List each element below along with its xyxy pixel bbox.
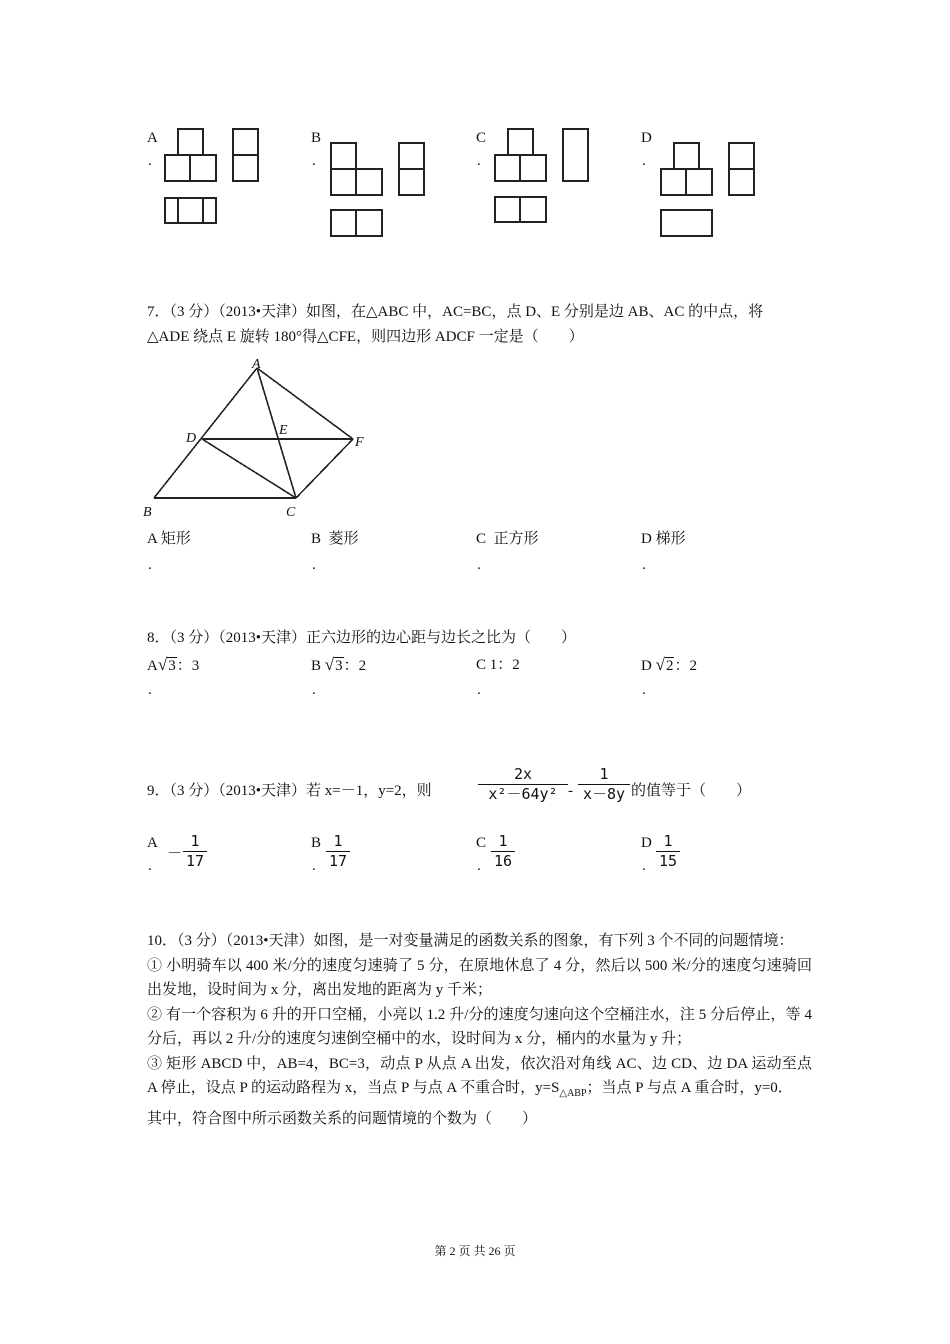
q9-option-d-letter: D — [641, 835, 652, 851]
q7-label-a: A — [252, 357, 261, 372]
q7-label-c: C — [286, 505, 296, 520]
q8-option-a-rest: ：3 — [176, 658, 200, 674]
q9-option-b-fraction — [326, 832, 350, 871]
q10-area-subscript: △ABP — [559, 1088, 587, 1099]
q10-question: 其中，符合图中所示函数关系的问题情境的个数为（ ） — [147, 1110, 538, 1127]
q7-option-d — [641, 527, 686, 551]
q6-option-c-letter: C — [476, 130, 487, 146]
q9-option-a-dot: . — [148, 858, 152, 874]
q9-option-b-dot: . — [312, 858, 316, 874]
q7-stem-line1: 7．（3 分）（2013•天津）如图，在△ABC 中，AC=BC，点 D、E 分别是边 AB、AC 的中点，将 — [147, 304, 764, 320]
q6-option-d-dot: . — [642, 153, 646, 169]
q9-frac1-numerator: 2x — [513, 765, 533, 783]
q9-option-c-numerator: 1 — [498, 832, 508, 850]
q7-label-f: F — [355, 435, 364, 450]
q10-scenario-3-part2: ；当点 P 与点 A 重合时，y=0． — [586, 1080, 793, 1096]
q7-option-c-letter: C — [476, 531, 487, 547]
q9-option-b-numerator: 1 — [333, 832, 343, 850]
q7-option-d-letter: D — [641, 531, 652, 547]
q6-option-c-figure — [490, 124, 600, 228]
q8-option-a-radicand: 3 — [168, 658, 176, 674]
q10-scenario-1: ① 小明骑车以 400 米/分的速度匀速骑了 5 分，在原地休息了 4 分，然后以 500 米/分的速度匀速骑回出发地，设时间为 x 分，离出发地的距离为 y 千米； — [147, 957, 812, 998]
q9-option-d-fraction — [656, 832, 680, 871]
q8-option-c-dot: . — [477, 682, 481, 698]
q9-fraction-1 — [478, 765, 568, 804]
q7-option-c — [476, 527, 539, 551]
q10-scenario-3 — [147, 1052, 812, 1107]
q6-option-d-letter: D — [641, 130, 652, 146]
q9-frac1-denominator: x²－64y² — [488, 785, 558, 803]
radical-sign: √ — [324, 655, 335, 674]
q9-option-b-letter: B — [311, 835, 322, 851]
q8-option-c-text: 1：2 — [489, 657, 520, 673]
q6-option-a-letter: A — [147, 130, 158, 146]
q6-option-b-figure — [326, 138, 436, 242]
q6-option-c-dot: . — [477, 153, 481, 169]
q7-figure — [140, 352, 380, 522]
q7-option-d-dot: . — [642, 557, 646, 573]
q8-option-b-radicand: 3 — [335, 658, 343, 674]
q6-option-d-figure — [656, 138, 766, 242]
q9-minus: - — [568, 783, 573, 799]
q7-label-d: D — [186, 431, 197, 446]
q9-stem-before: 9．（3 分）（2013•天津）若 x=－1，y=2，则 — [147, 783, 432, 799]
q9-option-c-dot: . — [477, 858, 481, 874]
q7-option-b-text: 菱形 — [328, 531, 359, 547]
q6-option-b-dot: . — [312, 153, 316, 169]
q7-option-c-text: 正方形 — [493, 531, 539, 547]
q9-option-c-letter: C — [476, 835, 487, 851]
q8-option-d-rest: ：2 — [674, 658, 697, 674]
q7-option-d-text: 梯形 — [655, 531, 686, 547]
q6-option-b-letter: B — [311, 130, 322, 146]
q8-option-d — [641, 653, 697, 678]
q8-option-c-letter: C — [476, 657, 487, 673]
q8-option-b-rest: ：2 — [343, 658, 367, 674]
q7-label-e: E — [279, 423, 288, 438]
q8-option-b — [311, 653, 366, 678]
q8-option-c — [476, 653, 520, 677]
q6-option-a-figure — [160, 124, 270, 228]
q8-stem: 8．（3 分）（2013•天津）正六边形的边心距与边长之比为（ ） — [147, 630, 577, 646]
q7-option-a-dot: . — [148, 557, 152, 573]
q8-option-b-dot: . — [312, 682, 316, 698]
q9-option-d-denominator: 15 — [658, 852, 678, 870]
q7-label-b: B — [143, 505, 152, 520]
q8-option-d-dot: . — [642, 682, 646, 698]
q9-frac2-numerator: 1 — [599, 765, 609, 783]
q7-option-b-letter: B — [311, 531, 322, 547]
radical-sign: √ — [157, 655, 168, 674]
q9-stem-after: 的值等于（ ） — [631, 783, 752, 799]
q9-option-c-denominator: 16 — [493, 852, 513, 870]
q7-option-b-dot: . — [312, 557, 316, 573]
q9-option-c-fraction — [491, 832, 515, 871]
q8-option-d-letter: D — [641, 658, 652, 674]
page-footer: 第 2 页 共 26 页 — [434, 1244, 516, 1258]
q9-option-b-denominator: 17 — [328, 852, 348, 870]
q9-option-a-fraction — [183, 832, 207, 871]
q8-option-a — [147, 653, 199, 678]
q7-option-a-text: 矩形 — [160, 531, 191, 547]
q8-option-d-radicand: 2 — [665, 658, 674, 674]
q8-option-a-dot: . — [148, 682, 152, 698]
q9-frac2-denominator: x－8y — [582, 785, 626, 803]
q9-option-a-letter: A — [147, 835, 158, 851]
q7-option-c-dot: . — [477, 557, 481, 573]
q7-option-a-letter: A — [147, 531, 158, 547]
q8-option-b-letter: B — [311, 658, 322, 674]
q7-option-b — [311, 527, 359, 551]
q9-fraction-2 — [578, 765, 630, 804]
q10-scenario-2: ② 有一个容积为 6 升的开口空桶，小亮以 1.2 升/分的速度匀速向这个空桶注水，注 5 分后停止，等 4 分后，再以 2 升/分的速度匀速倒空桶中的水，设时间为 x 分，桶内的水量为 y 升； — [147, 1006, 812, 1047]
radical-sign: √ — [655, 655, 665, 674]
q9-option-a-numerator: 1 — [190, 832, 200, 850]
q10-stem: 10．（3 分）（2013•天津）如图，是一对变量满足的函数关系的图象，有下列 3 个不同的问题情境： — [147, 933, 794, 949]
q6-option-a-dot: . — [148, 153, 152, 169]
q10-scenario-3-part1: ③ 矩形 ABCD 中，AB=4，BC=3，动点 P 从点 A 出发，依次沿对角线 AC、边 CD、边 DA 运动至点 A 停止，设点 P 的运动路程为 x，当点 P 与点 A 不重合时，y=S — [147, 1055, 812, 1096]
q7-option-a — [147, 527, 191, 551]
q9-option-a-sign: － — [167, 846, 183, 862]
q8-option-a-letter: A — [147, 658, 158, 674]
q7-stem-line2: △ADE 绕点 E 旋转 180°得△CFE，则四边形 ADCF 一定是（ ） — [147, 329, 584, 345]
q9-option-a-denominator: 17 — [185, 852, 205, 870]
q9-option-d-dot: . — [642, 858, 646, 874]
q9-option-d-numerator: 1 — [663, 832, 673, 850]
question-10 — [147, 929, 812, 1131]
